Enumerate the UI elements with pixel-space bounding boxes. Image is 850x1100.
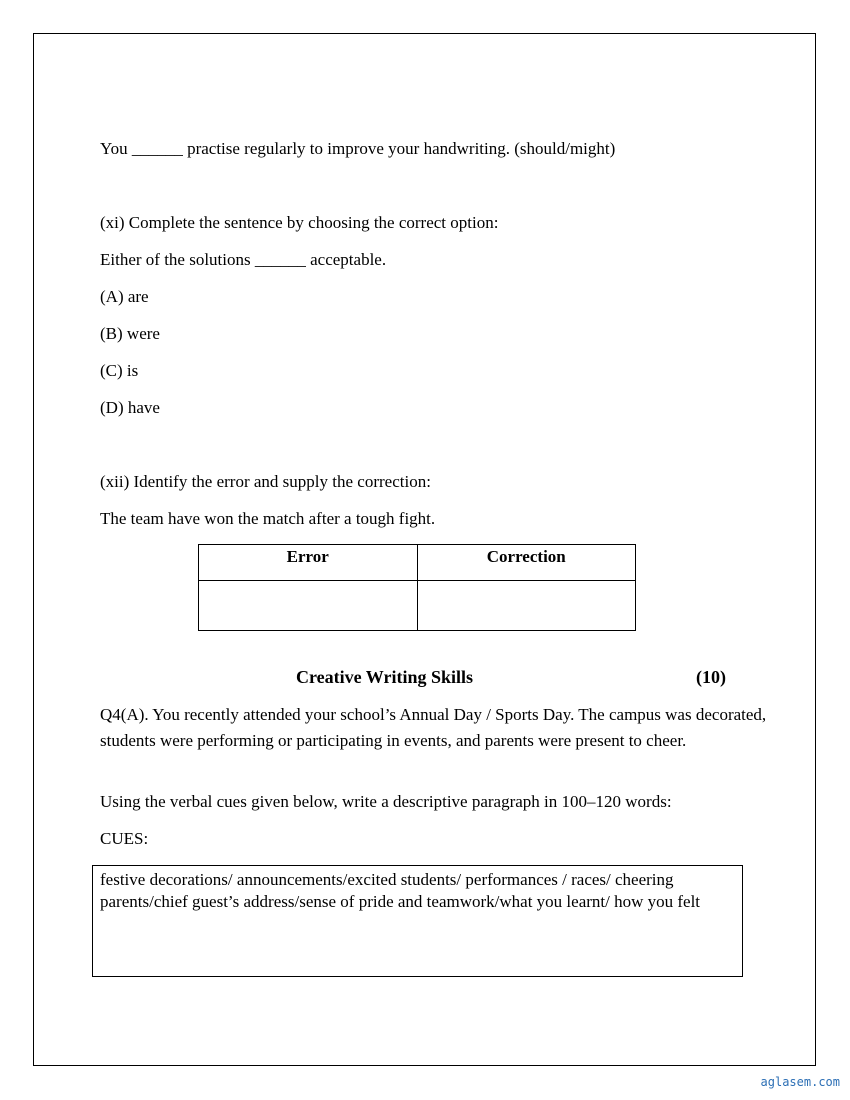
- question-x-sentence: You ______ practise regularly to improve your handwriting. (should/might): [100, 139, 616, 158]
- error-cell: [199, 581, 418, 631]
- error-correction-table: [198, 544, 636, 631]
- cues-label: CUES:: [100, 829, 149, 848]
- correction-cell: [417, 581, 636, 631]
- option-b: (B) were: [100, 324, 160, 343]
- correction-header: Correction: [417, 545, 636, 581]
- option-d: (D) have: [100, 398, 160, 417]
- option-c: (C) is: [100, 361, 139, 380]
- cues-box: festive decorations/ announcements/excited students/ performances / races/ cheering parents/chief guest’s address/sense of pride and teamwork/what you learnt/ how you felt: [92, 865, 743, 977]
- option-a: (A) are: [100, 287, 149, 306]
- question-xi-prompt: (xi) Complete the sentence by choosing the correct option:: [100, 213, 499, 232]
- footer-watermark: aglasem.com: [760, 1075, 840, 1089]
- question-xi-sentence: Either of the solutions ______ acceptable.: [100, 250, 387, 269]
- section-title: Creative Writing Skills: [296, 667, 474, 687]
- q4a-text: Q4(A). You recently attended your school’s Annual Day / Sports Day. The campus was decorated, students were performing or participating in events, and parents were present to cheer.: [100, 705, 767, 750]
- question-xii-sentence: The team have won the match after a tough fight.: [100, 509, 436, 528]
- section-marks: (10): [696, 667, 726, 687]
- question-xii-prompt: (xii) Identify the error and supply the correction:: [100, 472, 431, 491]
- error-header: Error: [199, 545, 418, 581]
- q4a-instruction: Using the verbal cues given below, write a descriptive paragraph in 100–120 words:: [100, 792, 672, 811]
